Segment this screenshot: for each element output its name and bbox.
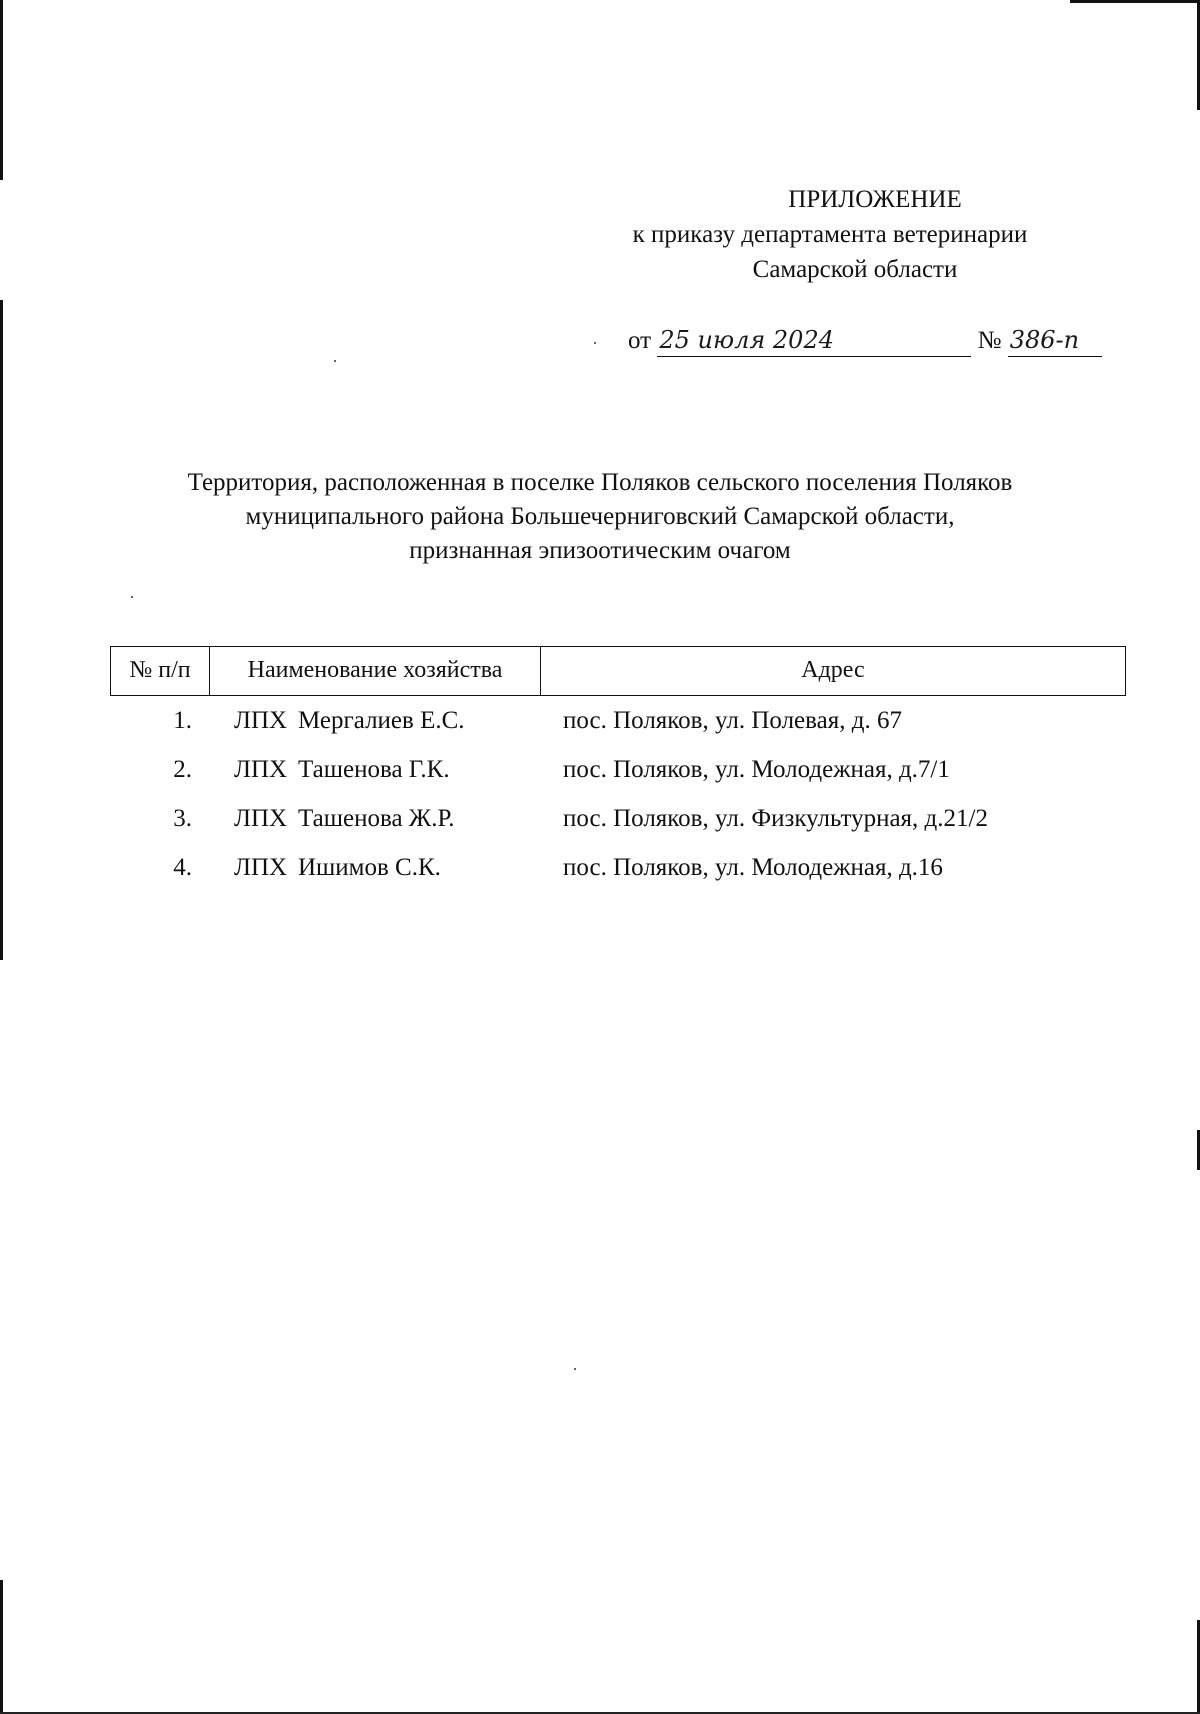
- scan-edge: [0, 0, 3, 180]
- row-org-type: ЛПХ: [234, 854, 288, 881]
- row-number: 1.: [173, 707, 192, 734]
- order-reference: [628, 326, 1102, 357]
- scan-speck: [334, 360, 336, 362]
- order-number-handwritten: 386-п: [1008, 326, 1102, 357]
- scan-speck: [594, 342, 596, 344]
- heading-line-1: Территория, расположенная в поселке Поляков сельского поселения Поляков: [187, 469, 1013, 496]
- scan-edge: [1070, 0, 1200, 3]
- farms-table: [110, 646, 1126, 892]
- scan-speck: [574, 1368, 576, 1370]
- table-row: [110, 745, 1126, 794]
- heading-line-3: признанная эпизоотическим очагом: [409, 537, 791, 564]
- document-heading: [100, 466, 1100, 568]
- heading-line-2: муниципального района Большечерниговский Самарской области,: [245, 503, 955, 530]
- table-row: [110, 794, 1126, 843]
- row-org-type: ЛПХ: [234, 805, 288, 832]
- appendix-header: [560, 182, 1100, 287]
- scan-edge: [0, 300, 3, 960]
- row-number: 2.: [173, 756, 192, 783]
- table-row: [110, 696, 1126, 745]
- row-number: 3.: [173, 805, 192, 832]
- row-address: пос. Поляков, ул. Физкультурная, д.21/2: [563, 805, 988, 832]
- row-owner: Мергалиев Е.С.: [298, 707, 465, 734]
- row-owner: Ташенова Г.К.: [298, 756, 450, 783]
- row-org-type: ЛПХ: [234, 756, 288, 783]
- header-number: № п/п: [111, 647, 210, 695]
- table-row: [110, 843, 1126, 892]
- appendix-line-2: к приказу департамента ветеринарии: [632, 221, 1028, 248]
- row-owner: Ташенова Ж.Р.: [298, 805, 455, 832]
- order-date-handwritten: 25 июля 2024: [657, 326, 971, 357]
- table-header: [110, 646, 1126, 696]
- row-address: пос. Поляков, ул. Молодежная, д.16: [563, 854, 943, 881]
- row-owner: Ишимов С.К.: [298, 854, 441, 881]
- scan-speck: [131, 596, 133, 598]
- scan-edge: [0, 1580, 3, 1714]
- row-address: пос. Поляков, ул. Молодежная, д.7/1: [563, 756, 950, 783]
- order-number-label: №: [977, 327, 1002, 354]
- header-farm-name: Наименование хозяйства: [210, 647, 541, 695]
- order-from-label: от: [628, 327, 652, 354]
- header-address: Адрес: [801, 657, 865, 683]
- appendix-title: ПРИЛОЖЕНИЕ: [788, 186, 962, 213]
- row-number: 4.: [173, 854, 192, 881]
- row-address: пос. Поляков, ул. Полевая, д. 67: [563, 707, 902, 734]
- row-org-type: ЛПХ: [234, 707, 288, 734]
- appendix-line-3: Самарской области: [752, 256, 958, 283]
